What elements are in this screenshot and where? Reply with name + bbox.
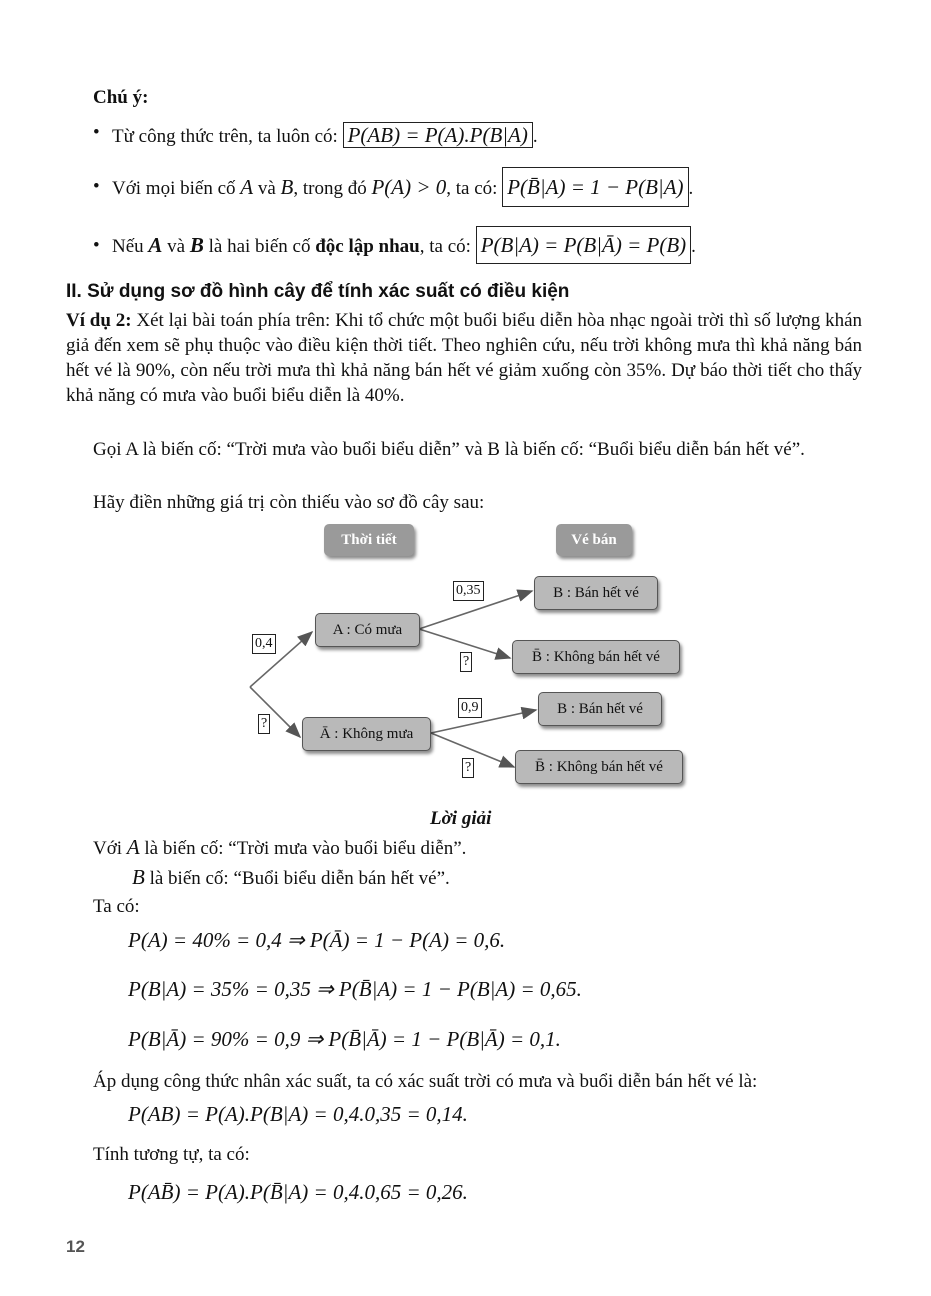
- bullet-3-text: Nếu A và B là hai biến cố độc lập nhau, ta có: P(B|A) = P(B|Ā) = P(B) .: [112, 225, 696, 267]
- node-nb-given-rain: B̄ : Không bán hết vé: [512, 640, 680, 674]
- bullet-3-pre: Nếu: [112, 236, 144, 257]
- header-weather: Thời tiết: [324, 524, 414, 556]
- solution-line-3: Ta có:: [93, 896, 140, 917]
- prob-nb-given-rain: ?: [460, 652, 472, 672]
- node-b-given-rain: B : Bán hết vé: [534, 576, 658, 610]
- var-b-bold: B: [189, 233, 204, 257]
- prob-nb-given-norain: ?: [462, 758, 474, 778]
- example-text: Xét lại bài toán phía trên: Khi tổ chức một buổi biểu diễn hòa nhạc ngoài trời thì số lượng khán giả đến xem sẽ phụ thuộc vào điều kiện thời tiết. Theo nghiên cứu, nếu trời không mưa thì khả năng bán hết vé là 90%, còn nếu trời mưa thì khả năng bán hết vé giảm xuống còn 35%. Dự báo thời tiết cho thấy khả năng có mưa vào buổi biểu diễn là 40%.: [66, 310, 862, 406]
- bullet-3-mid: là hai biến cố: [208, 236, 311, 257]
- formula-2: P(B|A) = 35% = 0,35 ⇒ P(B̄|A) = 1 − P(B|A) = 0,65.: [128, 977, 582, 1001]
- bullet-2-pre: Với mọi biến cố: [112, 178, 236, 199]
- solution-l1-var: A: [126, 835, 140, 859]
- formula-4: P(AB) = P(A).P(B|A) = 0,4.0,35 = 0,14.: [128, 1102, 468, 1126]
- bullet-2-formula: P(B̄|A) = 1 − P(B|A): [502, 167, 688, 207]
- header-ticket: Vé bán: [556, 524, 632, 556]
- bullet-3-and: và: [167, 236, 186, 257]
- bullet-3-post: , ta có:: [419, 236, 471, 257]
- formula-5: P(AB̄) = P(A).P(B̄|A) = 0,4.0,65 = 0,26.: [128, 1180, 468, 1204]
- bullet-3-formula: P(B|A) = P(B|Ā) = P(B): [476, 226, 691, 264]
- bullet-2-post: , ta có:: [446, 178, 498, 199]
- solution-l2-post: là biến cố: “Buổi biểu diễn bán hết vé”.: [149, 868, 450, 889]
- bullet-2-and: và: [257, 178, 276, 199]
- var-a-bold: A: [148, 233, 163, 257]
- edge-b2: [431, 710, 536, 733]
- fill-instruction: Hãy điền những giá trị còn thiếu vào sơ đồ cây sau:: [93, 492, 485, 513]
- solution-l1-post: là biến cố: “Trời mưa vào buổi biểu diễn”.: [144, 838, 467, 859]
- prob-rain: 0,4: [252, 634, 276, 654]
- prob-b-given-rain: 0,35: [453, 581, 484, 601]
- solution-l2-var: B: [132, 865, 145, 889]
- note-heading: Chú ý:: [93, 87, 149, 108]
- bullet-2-text: Với mọi biến cố A và B, trong đó P(A) > 0, ta có: P(B̄|A) = 1 − P(B|A) .: [112, 166, 693, 210]
- formula-3: P(B|Ā) = 90% = 0,9 ⇒ P(B̄|Ā) = 1 − P(B|Ā) = 0,1.: [128, 1027, 561, 1051]
- page-number: 12: [66, 1237, 85, 1256]
- bullet-3-bold: độc lập nhau: [315, 236, 420, 257]
- var-b: B: [280, 175, 294, 199]
- node-norain: Ā : Không mưa: [302, 717, 431, 751]
- formula-1: P(A) = 40% = 0,4 ⇒ P(Ā) = 1 − P(A) = 0,6.: [128, 928, 506, 952]
- bullet-1-formula: P(AB) = P(A).P(B|A): [343, 122, 533, 148]
- node-b-given-norain: B : Bán hết vé: [538, 692, 662, 726]
- let-paragraph: Gọi A là biến cố: “Trời mưa vào buổi biểu diễn” và B là biến cố: “Buổi biểu diễn bán hết vé”.: [93, 439, 805, 460]
- solution-l1-pre: Với: [93, 838, 123, 859]
- bullet-1-label: Từ công thức trên, ta luôn có:: [112, 126, 338, 147]
- node-rain: A : Có mưa: [315, 613, 420, 647]
- node-nb-given-norain: B̄ : Không bán hết vé: [515, 750, 683, 784]
- section-title: II. Sử dụng sơ đồ hình cây để tính xác suất có điều kiện: [66, 281, 570, 302]
- solution-line-4: Áp dụng công thức nhân xác suất, ta có xác suất trời có mưa và buổi diễn bán hết vé là:: [93, 1071, 758, 1092]
- bullet-1-text: Từ công thức trên, ta luôn có: P(AB) = P(A).P(B|A) .: [112, 123, 538, 147]
- bullet-2-cond: , trong đó: [293, 178, 367, 199]
- solution-line-1: [93, 835, 466, 861]
- bullet-2: •: [93, 176, 100, 197]
- bullet-3: •: [93, 235, 100, 256]
- solution-line-2: [132, 865, 450, 891]
- solution-line-5: Tính tương tự, ta có:: [93, 1144, 250, 1165]
- example-label: Ví dụ 2:: [66, 310, 132, 331]
- var-a: A: [240, 175, 254, 199]
- prob-b-given-norain: 0,9: [458, 698, 482, 718]
- bullet-2-cond-formula: P(A) > 0: [371, 175, 447, 199]
- prob-norain: ?: [258, 714, 270, 734]
- bullet-1: •: [93, 122, 100, 143]
- solution-title: Lời giải: [430, 808, 492, 829]
